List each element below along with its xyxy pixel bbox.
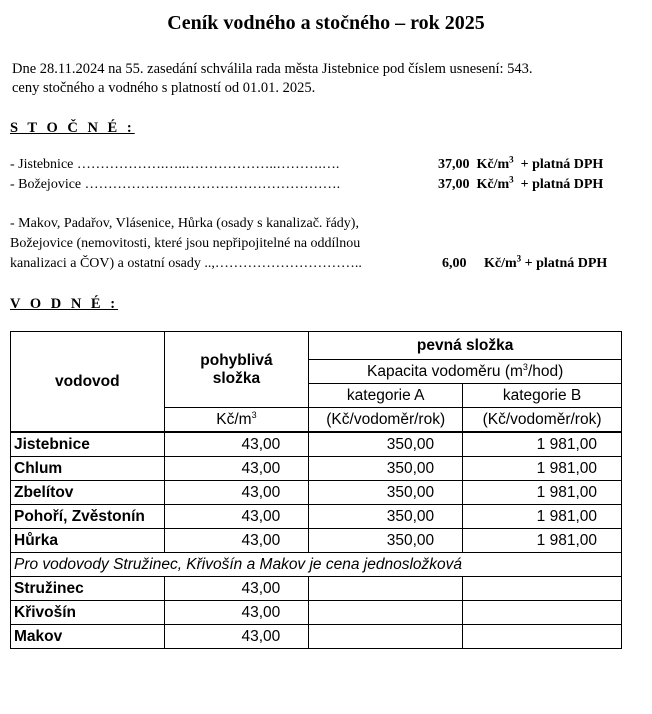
table-note: Pro vodovody Stružinec, Křivošín a Makov je cena jednosložková xyxy=(11,553,622,577)
row-pohybliva: 43,00 xyxy=(164,625,309,649)
row-pohybliva: 43,00 xyxy=(164,457,309,481)
vodne-price-table xyxy=(10,331,622,649)
row-empty xyxy=(309,601,463,625)
table-row xyxy=(11,625,622,649)
unit-kategorie-a: (Kč/vodoměr/rok) xyxy=(309,408,463,433)
header-vodovod: vodovod xyxy=(11,332,165,433)
row-pohybliva: 43,00 xyxy=(164,505,309,529)
row-empty xyxy=(463,625,622,649)
header-pevna-slozka: pevná složka xyxy=(309,332,622,360)
table-row xyxy=(11,481,622,505)
row-kategorie-b: 1 981,00 xyxy=(463,432,622,457)
row-name: Jistebnice xyxy=(11,432,165,457)
stocne-others-line-2: Božejovice (nemovitosti, které jsou nepřipojitelné na oddílnou xyxy=(10,236,361,251)
row-empty xyxy=(309,577,463,601)
row-kategorie-a: 350,00 xyxy=(309,481,463,505)
table-row xyxy=(11,432,622,457)
table-note-row xyxy=(11,553,622,577)
header-pohybliva-slozka: pohyblivá složka xyxy=(164,332,309,408)
page-title: Ceník vodného a stočného – rok 2025 xyxy=(167,12,485,34)
row-kategorie-a: 350,00 xyxy=(309,432,463,457)
row-kategorie-a: 350,00 xyxy=(309,529,463,553)
row-name: Chlum xyxy=(11,457,165,481)
row-name: Hůrka xyxy=(11,529,165,553)
row-empty xyxy=(463,577,622,601)
vodne-heading: V O D N É : xyxy=(10,296,119,312)
row-name: Křivošín xyxy=(11,601,165,625)
row-pohybliva: 43,00 xyxy=(164,601,309,625)
stocne-others-line-1: - Makov, Padařov, Vlásenice, Hůrka (osady s kanalizač. řády), xyxy=(10,216,359,231)
row-kategorie-b: 1 981,00 xyxy=(463,457,622,481)
intro-line-2: ceny stočného a vodného s platností od 01.01. 2025. xyxy=(12,80,316,96)
row-kategorie-a: 350,00 xyxy=(309,457,463,481)
row-name: Stružinec xyxy=(11,577,165,601)
header-kategorie-b: kategorie B xyxy=(463,384,622,408)
stocne-others-price: 6,00 $Kč/m^3$ + platná DPH xyxy=(442,253,608,271)
row-empty xyxy=(463,601,622,625)
row-empty xyxy=(309,625,463,649)
table-row xyxy=(11,505,622,529)
table-row xyxy=(11,577,622,601)
row-name: Pohoří, Zvěstonín xyxy=(11,505,165,529)
row-name: Zbelítov xyxy=(11,481,165,505)
row-pohybliva: 43,00 xyxy=(164,432,309,457)
stocne-others-line-3: kanalizaci a ČOV) a ostatní osady ..,………………………….. xyxy=(10,256,362,271)
table-row xyxy=(11,601,622,625)
row-pohybliva: 43,00 xyxy=(164,529,309,553)
row-name: Makov xyxy=(11,625,165,649)
unit-pohybliva: $Kč/m^3$ xyxy=(164,408,309,433)
row-kategorie-b: 1 981,00 xyxy=(463,481,622,505)
intro-line-1: Dne 28.11.2024 na 55. zasedání schválila rada města Jistebnice pod číslem usnesení: 543. xyxy=(12,61,533,77)
header-kategorie-a: kategorie A xyxy=(309,384,463,408)
table-row xyxy=(11,529,622,553)
stocne-item-jistebnice-price: 37,00 $Kč/m^3$ + platná DPH xyxy=(438,154,604,172)
unit-kategorie-b: (Kč/vodoměr/rok) xyxy=(463,408,622,433)
row-kategorie-a: 350,00 xyxy=(309,505,463,529)
row-kategorie-b: 1 981,00 xyxy=(463,505,622,529)
header-kapacita-vodomeru: Kapacita vodoměru $(m^3/hod)$ xyxy=(309,360,622,384)
row-kategorie-b: 1 981,00 xyxy=(463,529,622,553)
stocne-item-jistebnice-label: - Jistebnice ……………….…..………………..……….…. xyxy=(10,157,340,172)
table-row xyxy=(11,457,622,481)
row-pohybliva: 43,00 xyxy=(164,481,309,505)
stocne-item-bozejovice-price: 37,00 $Kč/m^3$ + platná DPH xyxy=(438,174,604,192)
row-pohybliva: 43,00 xyxy=(164,577,309,601)
stocne-item-bozejovice-label: - Božejovice ………………………………………………. xyxy=(10,177,341,192)
stocne-heading: S T O Č N É : xyxy=(10,120,135,136)
